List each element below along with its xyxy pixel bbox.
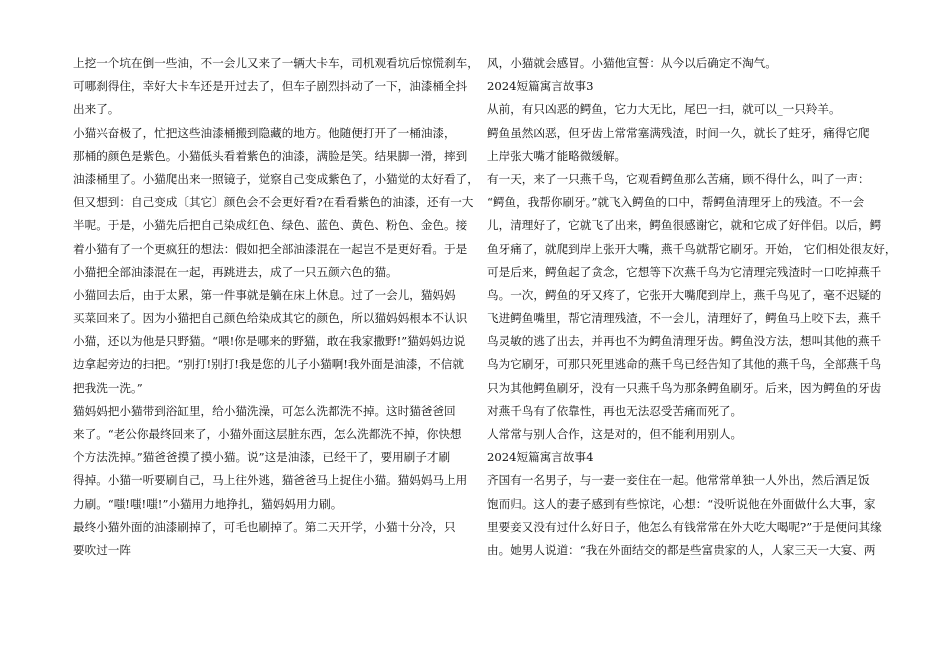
text-line: 只为其他鳄鱼刷牙，没有一只燕千鸟为那条鳄鱼刷牙。后来，因为鳄鱼的牙齿 <box>487 380 882 395</box>
text-line: 要吹过一阵 <box>73 542 131 557</box>
text-line: 鸟。一次，鳄鱼的牙又疼了，它张开大嘴爬到岸上，燕千鸟见了，毫不迟疑的 <box>487 287 882 302</box>
text-line: 从前，有只凶恶的鳄鱼，它力大无比，尾巴一扫，就可以_一只羚羊。 <box>487 102 841 117</box>
text-line: 半呢。于是，小猫先后把自己染成红色、绿色、蓝色、黄色、粉色、金色。接 <box>73 218 468 233</box>
text-line: 儿，清理好了，它就飞了出来，鳄鱼很感谢它，就和它成了好伴侣。以后，鳄 <box>487 218 882 233</box>
text-line: 鳄鱼虽然凶恶，但牙齿上常常塞满残渣，时间一久，就长了蛀牙，痛得它爬 <box>487 125 870 140</box>
text-line: 上岸张大嘴才能略微缓解。 <box>487 148 627 163</box>
text-line: 有一天，来了一只燕千鸟，它观看鳄鱼那么苦痛，顾不得什么，叫了一声： <box>487 171 870 186</box>
text-line: 把我洗一洗。” <box>73 380 143 395</box>
text-line: 力刷。“嗤!嗤!嗤!”小猫用力地挣扎，猫妈妈用力刷。 <box>73 496 343 511</box>
text-line: 可哪刹得住，幸好大卡车还是开过去了，但车子剧烈抖动了一下，油漆桶全抖 <box>73 79 468 94</box>
text-line: 个方法洗掉。”猫爸爸摸了摸小猫。说”这是油漆，已经干了，要用刷子才刷 <box>73 450 451 465</box>
text-line: 饱而归。这人的妻子感到有些惊诧，心想：“没听说他在外面做什么大事，家 <box>487 496 876 511</box>
text-line: 小猫把全部油漆混在一起，再跳进去，成了一只五颜六色的猫。 <box>73 264 398 279</box>
text-line: 最终小猫外面的油漆刷掉了，可毛也刷掉了。第二天开学，小猫十分冷，只 <box>73 519 456 534</box>
text-line: 2024短篇寓言故事4 <box>487 450 594 465</box>
text-line: 那桶的颜色是紫色。小猫低头看着紫色的油漆，满脸是笑。结果脚一滑，摔到 <box>73 148 468 163</box>
text-line: 2024短篇寓言故事3 <box>487 79 594 94</box>
text-line: 但又想到：自己变成〔其它〕颜色会不会更好看?在看看紫色的油漆，还有一大 <box>73 195 474 210</box>
text-line: 得掉。小猫一听要刷自己，马上往外逃，猫爸爸马上捉住小猫。猫妈妈马上用 <box>73 473 468 488</box>
text-line: 边拿起旁边的扫把。“别打!别打!我是您的儿子小猫啊!我外面是油漆，不信就 <box>73 357 464 372</box>
text-line: 着小猫有了一个更疯狂的想法：假如把全部油漆混在一起岂不是更好看。于是 <box>73 241 468 256</box>
text-line: “鳄鱼，我帮你刷牙。”就飞入鳄鱼的口中，帮鳄鱼清理牙上的残渣。不一会 <box>487 195 865 210</box>
text-line: 鸟为它刷牙，可那只死里逃命的燕千鸟已经告知了其他的燕千鸟，全部燕千鸟 <box>487 357 882 372</box>
text-line: 由。她男人说道：“我在外面结交的都是些富贵家的人，人家三天一大宴、两 <box>487 542 876 557</box>
text-line: 鱼牙痛了，就爬到岸上张开大嘴，燕千鸟就帮它刷牙。开始， 它们相处很友好， <box>487 241 897 256</box>
right-text-column <box>487 52 897 562</box>
text-line: 小猫回去后，由于太累，第一件事就是躺在床上休息。过了一会儿，猫妈妈 <box>73 287 456 302</box>
text-line: 可是后来，鳄鱼起了贪念，它想等下次燕千鸟为它清理完残渣时一口吃掉燕千 <box>487 264 882 279</box>
text-line: 猫妈妈把小猫带到浴缸里，给小猫洗澡，可怎么洗都洗不掉。这时猫爸爸回 <box>73 403 456 418</box>
text-line: 来了。“老公你最终回来了，小猫外面这层脏东西，怎么洗都洗不掉，你快想 <box>73 427 462 441</box>
text-line: 风，小猫就会感冒。小猫他宣誓：从今以后确定不淘气。 <box>487 56 777 70</box>
left-text-column <box>73 52 479 562</box>
text-line: 鸟灵敏的逃了出去，并再也不为鳄鱼清理牙齿。鳄鱼没方法，想叫其他的燕千 <box>487 334 882 349</box>
text-line: 出来了。 <box>73 102 120 117</box>
text-line: 飞进鳄鱼嘴里，帮它清理残渣，不一会儿，清理好了，鳄鱼马上咬下去，燕千 <box>487 311 882 326</box>
text-line: 人常常与别人合作，这是对的，但不能利用别人。 <box>487 427 743 441</box>
text-line: 小猫，还以为他是只野猫。“喂!你是哪来的野猫，敢在我家撒野!”猫妈妈边说 <box>73 334 466 349</box>
text-line: 油漆桶里了。小猫爬出来一照镜子，觉察自己变成紫色了，小猫觉的太好看了， <box>73 171 479 186</box>
text-line: 里要妾又没有过什么好日子，他怎么有钱常常在外大吃大喝呢?”于是便问其缘 <box>487 519 882 534</box>
text-line: 上挖一个坑在倒一些油，不一会儿又来了一辆大卡车，司机观看坑后惊慌刹车， <box>73 56 479 70</box>
text-line: 齐国有一名男子，与一妻一妾住在一起。他常常单独一人外出，然后酒足饭 <box>487 473 870 488</box>
text-line: 小猫兴奋极了，忙把这些油漆桶搬到隐藏的地方。他随便打开了一桶油漆， <box>73 125 456 140</box>
text-line: 对燕千鸟有了依靠性，再也无法忍受苦痛而死了。 <box>487 403 743 418</box>
text-line: 买菜回来了。因为小猫把自己颜色给染成其它的颜色，所以猫妈妈根本不认识 <box>73 311 468 326</box>
